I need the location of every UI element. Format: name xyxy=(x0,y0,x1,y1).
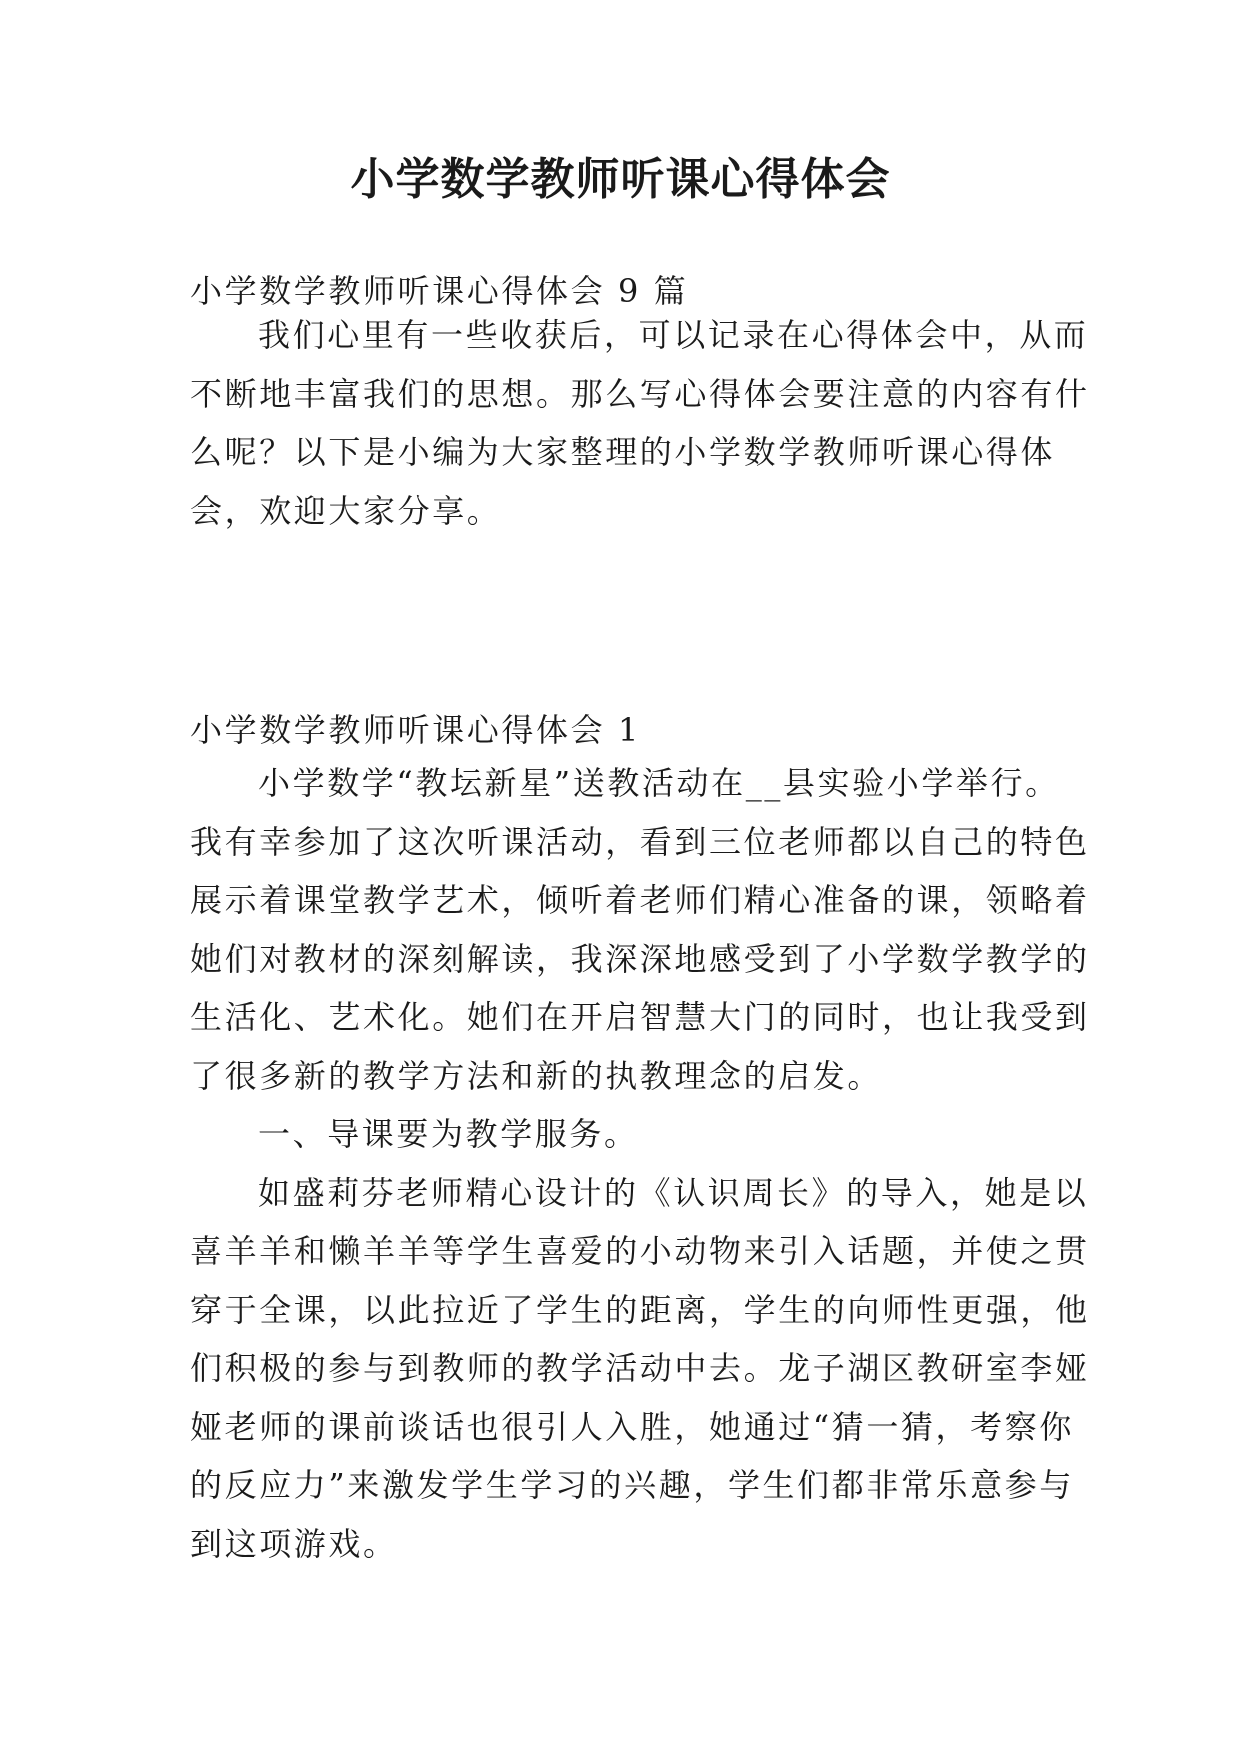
section1-heading-text: 小学数学教师听课心得体会 1 xyxy=(190,711,641,749)
paragraph-line: 小学数学“教坛新星”送教活动在__县实验小学举行。 xyxy=(258,764,1060,802)
paragraph-line: 不断地丰富我们的思想。那么写心得体会要注意的内容有什 xyxy=(190,374,1090,413)
paragraph-line: 到这项游戏。 xyxy=(190,1524,398,1563)
paragraph-line: 么呢？以下是小编为大家整理的小学数学教师听课心得体 xyxy=(190,433,1056,471)
paragraph-line: 会，欢迎大家分享。 xyxy=(190,491,502,530)
paragraph-line: 生活化、艺术化。她们在开启智慧大门的同时，也让我受到 xyxy=(190,998,1090,1036)
intro-heading-text: 小学数学教师听课心得体会 9 篇 xyxy=(190,272,689,310)
paragraph-line: 我们心里有一些收获后，可以记录在心得体会中，从而 xyxy=(258,316,1089,354)
paragraph-line: 她们对教材的深刻解读，我深深地感受到了小学数学教学的 xyxy=(190,939,1090,978)
paragraph-line: 的反应力”来激发学生学习的兴趣，学生们都非常乐意参与 xyxy=(190,1466,1074,1504)
paragraph-line: 我有幸参加了这次听课活动，看到三位老师都以自己的特色 xyxy=(190,822,1090,861)
intro-paragraph xyxy=(190,306,1090,540)
paragraph-line: 穿于全课，以此拉近了学生的距离，学生的向师性更强，他 xyxy=(190,1290,1090,1329)
section1-paragraph1 xyxy=(190,754,1090,1573)
section1-subheading: 一、导课要为教学服务。 xyxy=(258,1115,639,1153)
paragraph-line: 展示着课堂教学艺术，倾听着老师们精心准备的课，领略着 xyxy=(190,881,1090,919)
paragraph-line: 如盛莉芬老师精心设计的《认识周长》的导入，她是以 xyxy=(258,1173,1089,1212)
document-title: 小学数学教师听课心得体会 xyxy=(350,154,891,205)
paragraph-line: 了很多新的教学方法和新的执教理念的启发。 xyxy=(190,1056,883,1095)
paragraph-line: 喜羊羊和懒羊羊等学生喜爱的小动物来引入话题，并使之贯 xyxy=(190,1232,1090,1270)
section1-heading xyxy=(190,701,1066,760)
paragraph-line: 娅老师的课前谈话也很引人入胜，她通过“猜一猜，考察你 xyxy=(190,1407,1074,1446)
paragraph-line: 们积极的参与到教师的教学活动中去。龙子湖区教研室李娅 xyxy=(190,1349,1090,1387)
